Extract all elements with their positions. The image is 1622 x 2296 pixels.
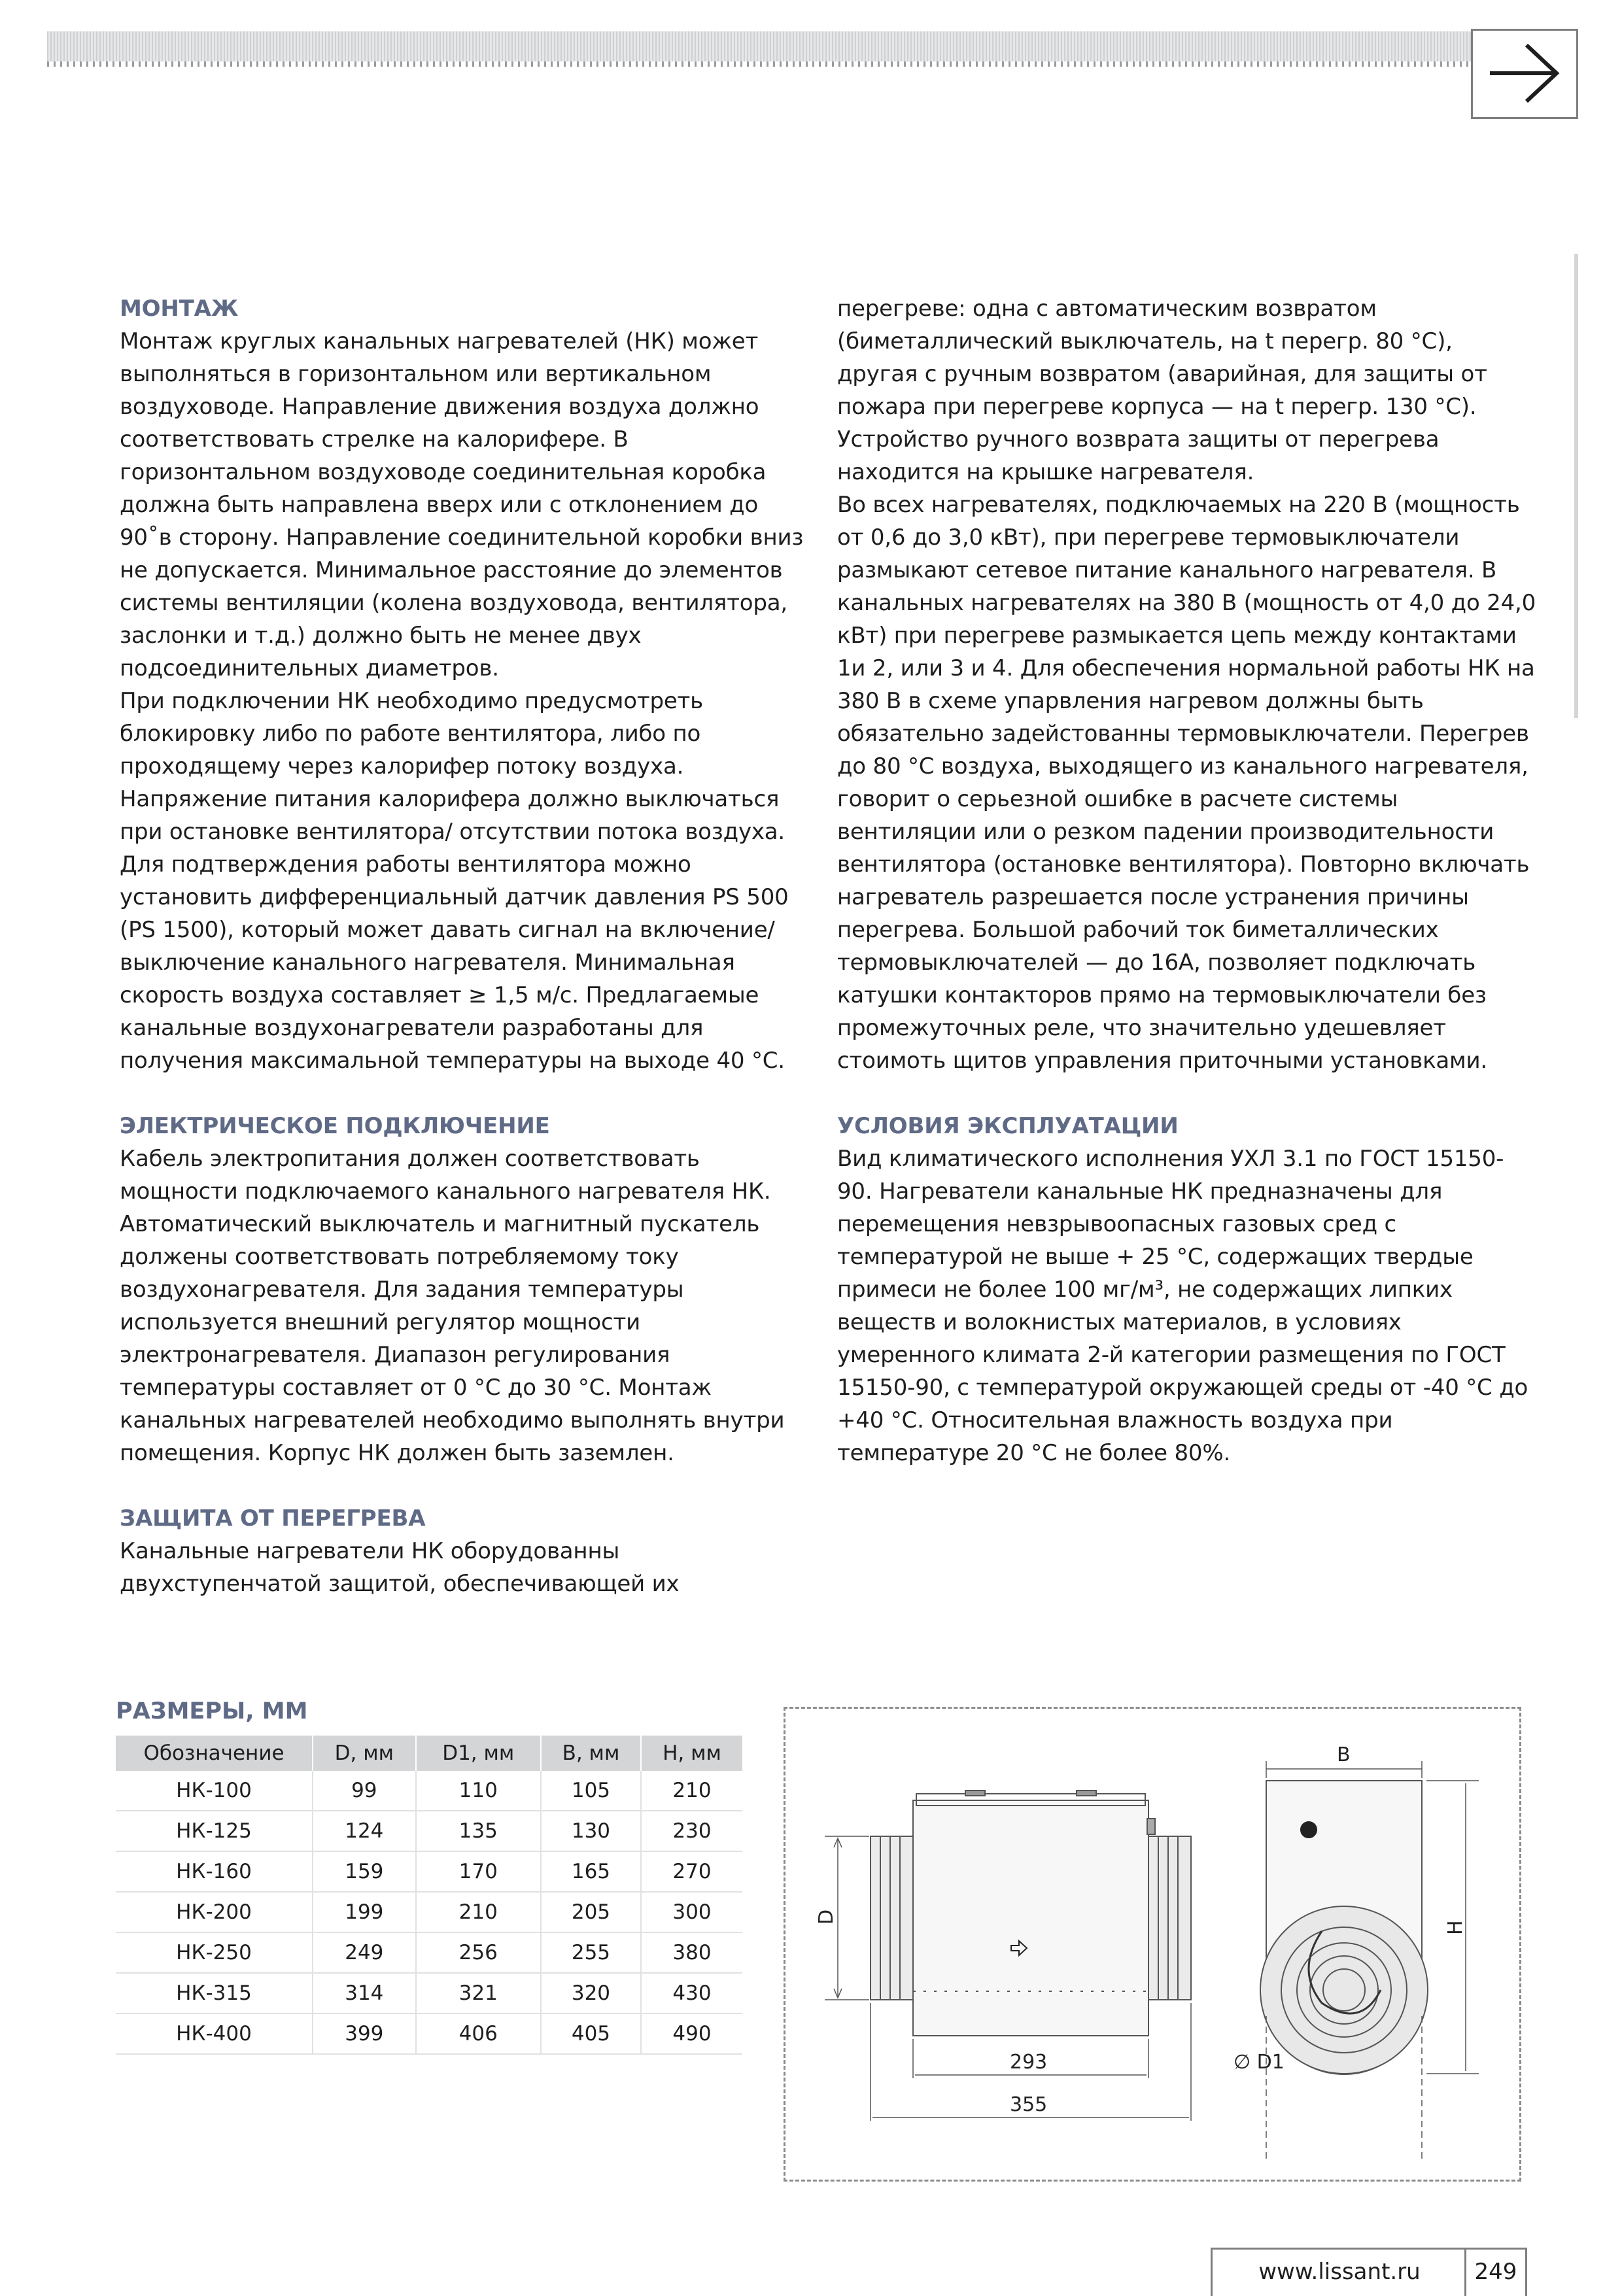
next-page-button[interactable] [1471, 29, 1578, 119]
left-column [120, 292, 806, 1600]
page-side-tab [1574, 254, 1578, 718]
heater-drawing-svg [785, 1709, 1519, 2180]
header-bar [47, 31, 1477, 61]
table-cell: 105 [541, 1771, 641, 1811]
table-cell: НК-100 [116, 1771, 313, 1811]
page-number: 249 [1464, 2248, 1527, 2296]
table-cell: 210 [416, 1892, 541, 1932]
right-flange [1148, 1836, 1191, 2000]
dimension-label-d: D [815, 1909, 838, 1925]
table-cell: НК-250 [116, 1932, 313, 1973]
table-header-cell: Обозначение [116, 1736, 313, 1771]
table-cell: НК-315 [116, 1973, 313, 2013]
table-row [116, 2013, 742, 2054]
table-header-row [116, 1736, 742, 1771]
table-cell: НК-400 [116, 2013, 313, 2054]
dimension-label-d1: ∅ D1 [1234, 2051, 1285, 2074]
table-header-cell: D, мм [313, 1736, 416, 1771]
overheat-paragraph-1: Канальные нагреватели НК оборудованны двухступенчатой защитой, обеспечивающей их [120, 1538, 680, 1597]
dimension-label-293: 293 [1010, 2051, 1048, 2074]
dimensions-title: РАЗМЕРЫ, ММ [116, 1698, 308, 1724]
table-row [116, 1851, 742, 1892]
table-cell: 249 [313, 1932, 416, 1973]
table-row [116, 1811, 742, 1851]
table-header-cell: B, мм [541, 1736, 641, 1771]
table-cell: 135 [416, 1811, 541, 1851]
dimension-label-b: B [1337, 1743, 1351, 1766]
left-flange [871, 1836, 913, 2000]
mounting-paragraph-1: Монтаж круглых канальных нагревателей (НК) может выполняться в горизонтальном или вертикальном воздуховоде. Направление движения воздуха должно соответствовать стрелке на калорифере. В горизонтальном воздуховоде соединительная коробка должна быть направлена вверх или с отклонением до 90˚в сторону. Направление соединительной коробки вниз не допускается. Минимальное расстояние до элементов системы вентиляции (колена воздуховода, вентилятора, заслонки и т.д.) должно быть не менее двух подсоединительных диаметров. [120, 328, 804, 681]
table-cell: 430 [641, 1973, 742, 2013]
table-row [116, 1973, 742, 2013]
round-duct-connection [1260, 1906, 1428, 2074]
table-cell: 230 [641, 1811, 742, 1851]
table-cell: 406 [416, 2013, 541, 2054]
footer-url[interactable]: www.lissant.ru [1211, 2248, 1466, 2296]
table-cell: НК-160 [116, 1851, 313, 1892]
table-cell: 165 [541, 1851, 641, 1892]
header-dotted-line [47, 61, 1477, 67]
mounting-paragraph-2: При подключении НК необходимо предусмотреть блокировку либо по работе вентилятора, либо по проходящему через калорифер потоку воздуха. Напряжение питания калорифера должно выключаться при остановке вентилятора/ отсутствии потока воздуха. Для подтверждения работы вентилятора можно установить дифференциальный датчик давления PS 500 (PS 1500), который может давать сигнал на включение/выключение канального нагревателя. Минимальная скорость воздуха составляет ≥ 1,5 м/с. Предлагаемые канальные воздухонагреватели разработаны для получения максимальной температуры на выходе 40 °С. [120, 688, 789, 1074]
table-cell: 270 [641, 1851, 742, 1892]
dimensions-table [116, 1736, 742, 2055]
dimension-label-355: 355 [1010, 2093, 1048, 2116]
overheat-paragraph-1-continued: перегреве: одна с автоматическим возвратом (биметаллический выключатель, на t перегр. 80 °С), другая с ручным возвратом (аварийная, для защиты от пожара при перегреве корпуса — на t перегр. 130 °С). Устройство ручного возврата защиты от перегрева находится на крышке нагревателя. [837, 296, 1487, 485]
table-cell: 300 [641, 1892, 742, 1932]
table-cell: 405 [541, 2013, 641, 2054]
section-title-mounting: МОНТАЖ [120, 296, 239, 322]
section-title-overheat: ЗАЩИТА ОТ ПЕРЕГРЕВА [120, 1505, 426, 1532]
table-row [116, 1771, 742, 1811]
table-header-cell: D1, мм [416, 1736, 541, 1771]
table-cell: 321 [416, 1973, 541, 2013]
technical-drawing [784, 1707, 1521, 2182]
electrical-paragraph: Кабель электропитания должен соответствовать мощности подключаемого канального нагревателя НК. Автоматический выключатель и магнитный пускатель должены соответствовать потребляемому току воздухонагревателя. Для задания температуры используется внешний регулятор мощности электронагревателя. Диапазон регулирования температуры составляет от 0 °С до 30 °С. Монтаж канальных нагревателей необходимо выполнять внутри помещения. Корпус НК должен быть заземлен. [120, 1146, 785, 1466]
table-cell: 380 [641, 1932, 742, 1973]
table-cell: 170 [416, 1851, 541, 1892]
table-cell: 205 [541, 1892, 641, 1932]
table-cell: 159 [313, 1851, 416, 1892]
table-cell: 124 [313, 1811, 416, 1851]
section-title-electrical: ЭЛЕКТРИЧЕСКОЕ ПОДКЛЮЧЕНИЕ [120, 1113, 550, 1139]
table-cell: 255 [541, 1932, 641, 1973]
table-cell: 256 [416, 1932, 541, 1973]
table-cell: 199 [313, 1892, 416, 1932]
reset-button-icon [1301, 1822, 1317, 1838]
table-row [116, 1892, 742, 1932]
table-cell: 130 [541, 1811, 641, 1851]
table-cell: 490 [641, 2013, 742, 2054]
table-header-cell: H, мм [641, 1736, 742, 1771]
table-cell: 399 [313, 2013, 416, 2054]
table-cell: 320 [541, 1973, 641, 2013]
table-cell: НК-125 [116, 1811, 313, 1851]
operating-paragraph: Вид климатического исполнения УХЛ 3.1 по ГОСТ 15150-90. Нагреватели канальные НК предназначены для перемещения невзрывоопасных газовых сред с температурой не выше + 25 °С, содержащих твердые примеси не более 100 мг/м³, не содержащих липких веществ и волокнистых материалов, в условиях умеренного климата 2-й категории размещения по ГОСТ 15150-90, с температурой окружающей среды от -40 °С до +40 °С. Относительная влажность воздуха при температуре 20 °С не более 80%. [837, 1146, 1528, 1466]
table-cell: 110 [416, 1771, 541, 1811]
arrow-right-icon [1486, 41, 1562, 105]
table-row [116, 1932, 742, 1973]
heater-side-body [913, 1800, 1148, 2036]
table-cell: НК-200 [116, 1892, 313, 1932]
overheat-paragraph-2: Во всех нагревателях, подключаемых на 220 В (мощность от 0,6 до 3,0 кВт), при перегреве термовыключатели размыкают сетевое питание канального нагревателя. В канальных нагревателях на 380 В (мощность от 4,0 до 24,0 кВт) при перегреве размыкается цепь между контактами 1и 2, или 3 и 4. Для обеспечения нормальной работы НК на 380 В в схеме упарвления нагревом должны быть обязательно задейстованны термовыключатели. Перегрев до 80 °С воздуха, выходящего из канального нагревателя, говорит о серьезной ошибке в расчете системы вентиляции или о резком падении производительности вентилятора (остановке вентилятора). Повторно включать нагреватель разрешается после устранения причины перегрева. Большой рабочий ток биметаллических термовыключателей — до 16А, позволяет подключать катушки контакторов прямо на термовыключатели без промежуточных реле, что значительно удешевляет стоимоть щитов управления приточными установками. [837, 492, 1536, 1074]
table-cell: 99 [313, 1771, 416, 1811]
section-title-operating: УСЛОВИЯ ЭКСПЛУАТАЦИИ [837, 1113, 1179, 1139]
table-cell: 210 [641, 1771, 742, 1811]
table-cell: 314 [313, 1973, 416, 2013]
dimension-label-h: H [1444, 1920, 1467, 1935]
right-column [837, 292, 1537, 1469]
